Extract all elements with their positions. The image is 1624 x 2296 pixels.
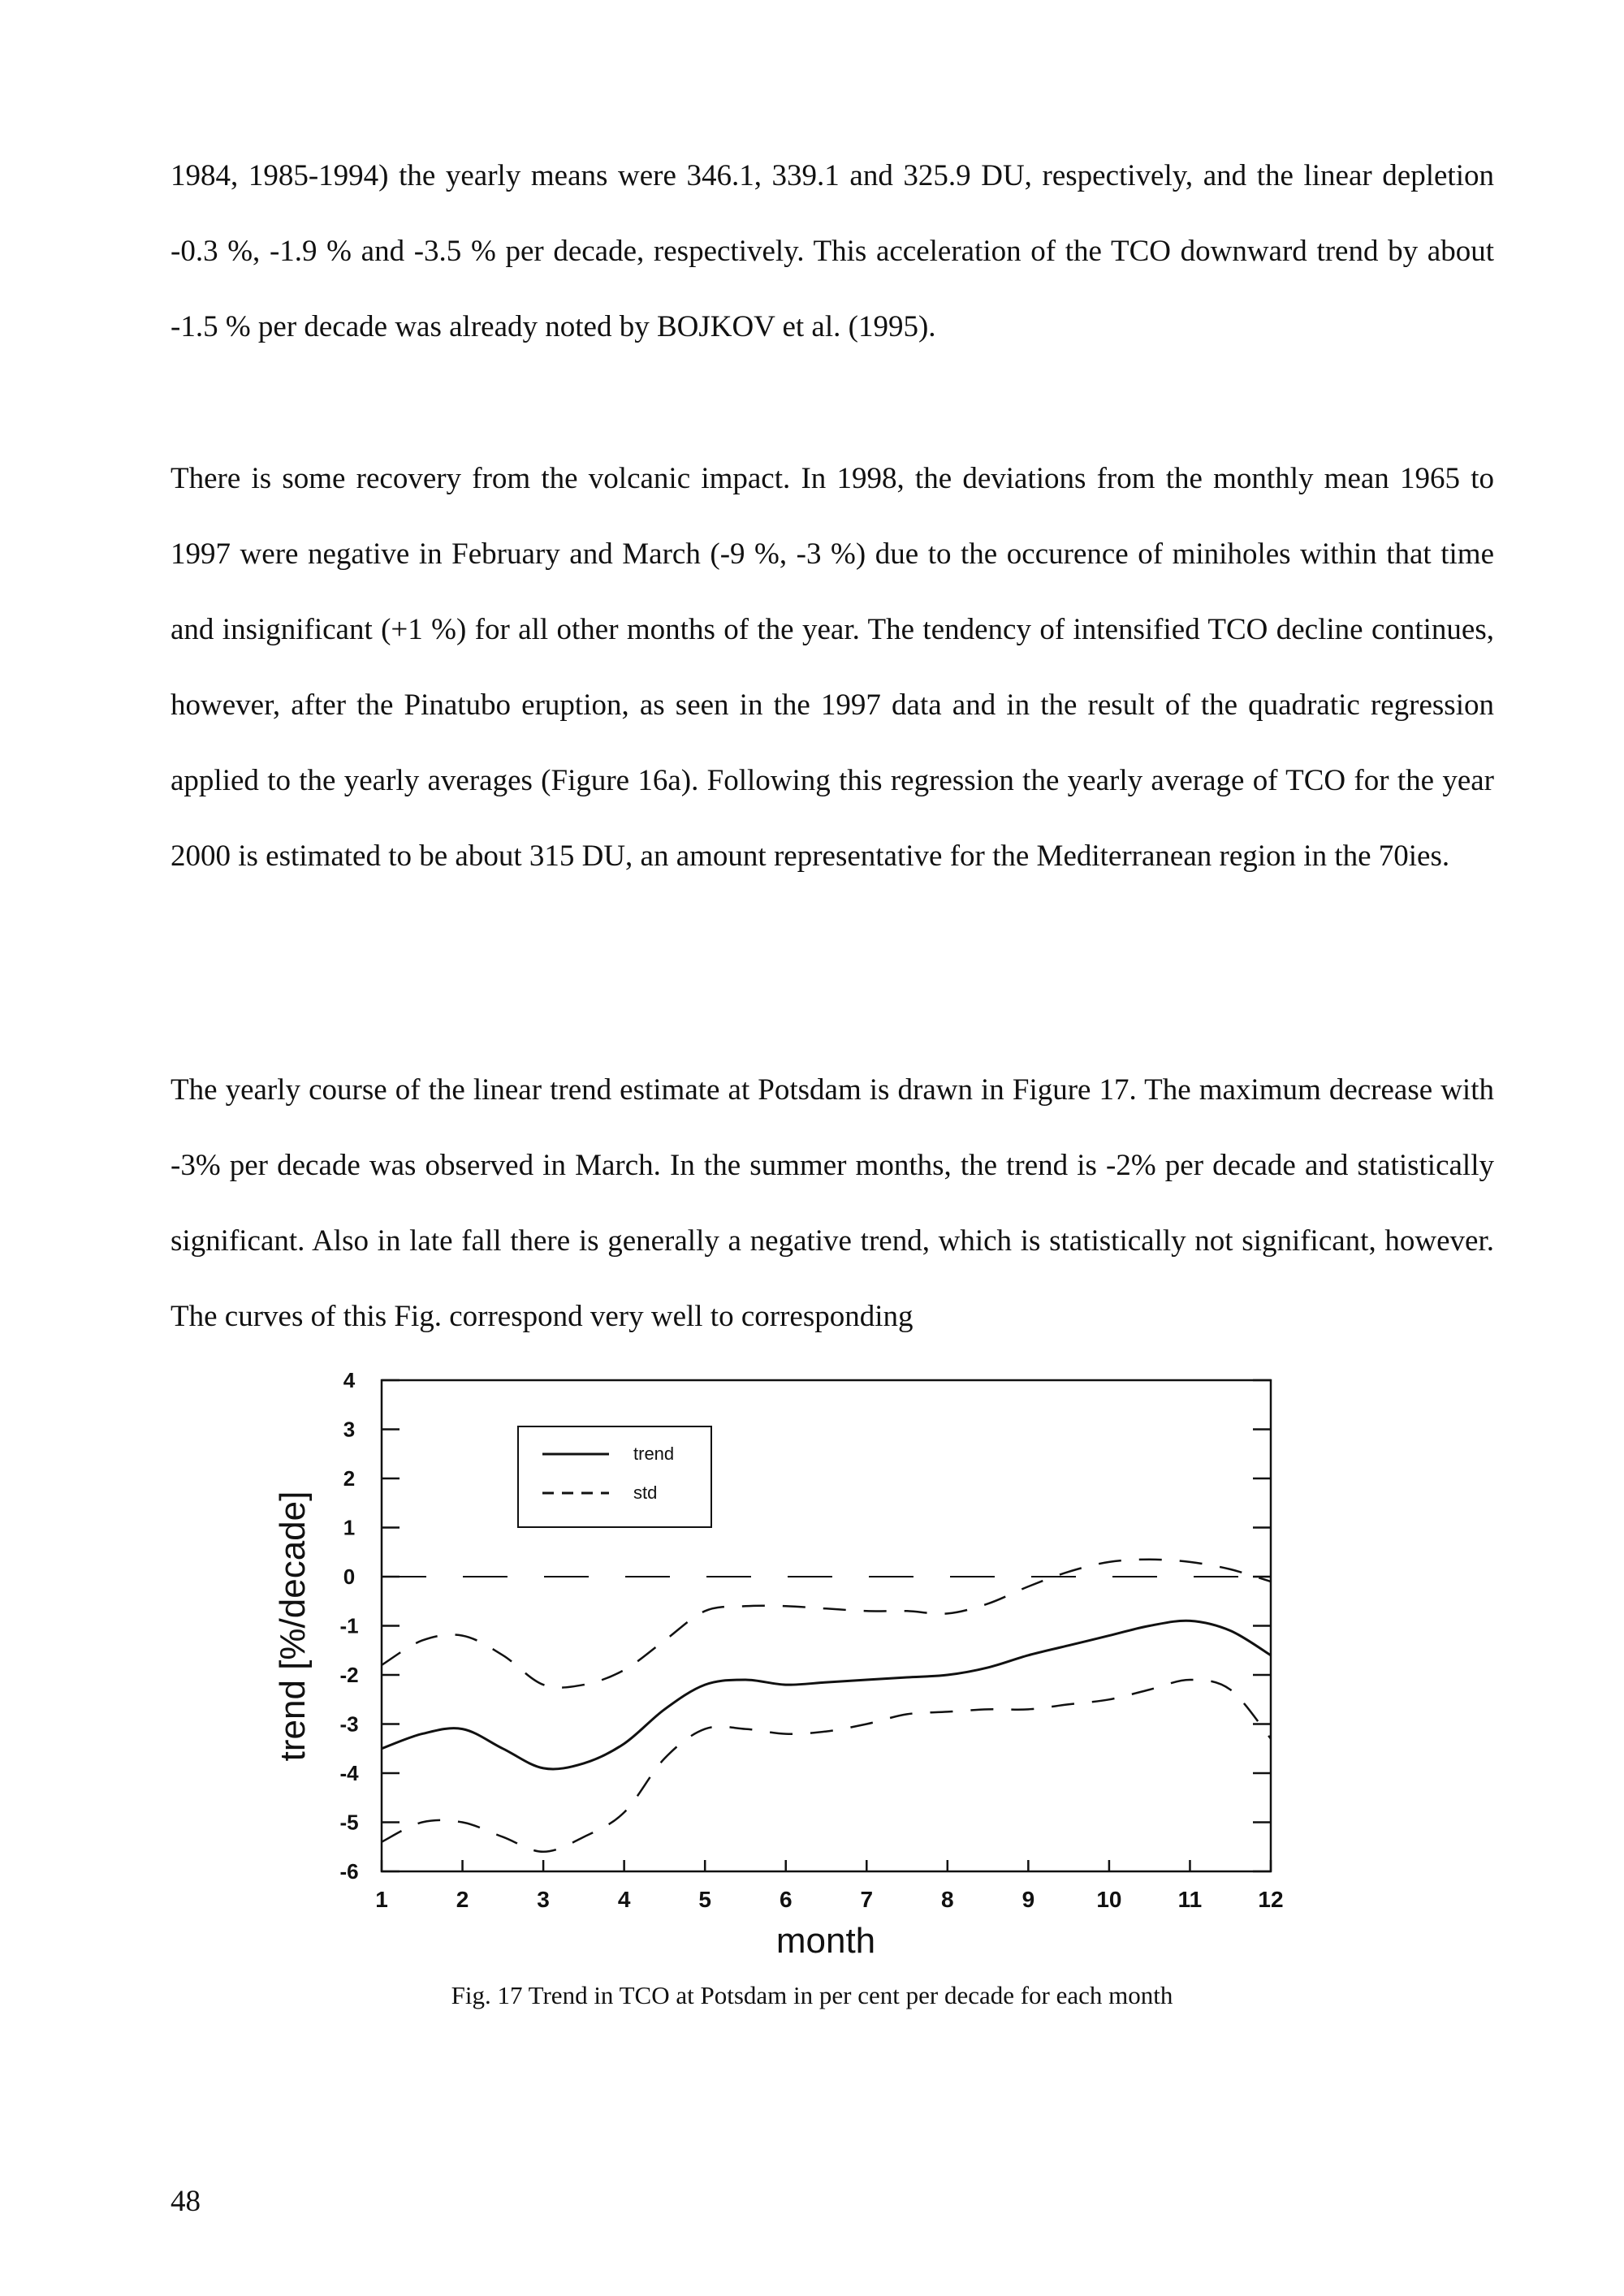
y-axis bbox=[339, 1368, 1271, 1884]
paragraph-3: The yearly course of the linear trend estimate at Potsdam is drawn in Figure 17. The maximum decrease with -3% per decade was observed in March. In the summer months, the trend is -2% per decade and statistically significant. Also in late fall there is generally a negative trend, which is statistically not significant, however. The curves of this Fig. correspond very well to corresponding bbox=[171, 1073, 1494, 1333]
y-tick-label: -5 bbox=[339, 1810, 359, 1835]
x-axis bbox=[375, 1860, 1283, 1912]
x-tick-label: 8 bbox=[941, 1887, 954, 1912]
paragraph-1: 1984, 1985-1994) the yearly means were 346.1, 339.1 and 325.9 DU, respectively, and the linear depletion -0.3 %, -1.9 % and -3.5 % per decade, respectively. This acceleration of the TCO downward trend by about -1.5 % per decade was already noted by BOJKOV et al. (1995). bbox=[171, 159, 1494, 343]
legend-trend-label: trend bbox=[633, 1444, 675, 1464]
x-tick-label: 9 bbox=[1021, 1887, 1035, 1912]
plot-frame bbox=[382, 1380, 1271, 1871]
figure-caption: Fig. 17 Trend in TCO at Potsdam in per cent per decade for each month bbox=[451, 1981, 1173, 2009]
y-tick-label: -1 bbox=[339, 1613, 359, 1638]
y-tick-label: -3 bbox=[339, 1711, 359, 1737]
x-tick-label: 5 bbox=[698, 1887, 711, 1912]
trend-chart bbox=[244, 1368, 1315, 1969]
x-tick-label: 12 bbox=[1258, 1887, 1284, 1912]
legend-box bbox=[518, 1426, 711, 1527]
std-lower-line bbox=[382, 1680, 1271, 1852]
y-tick-label: -2 bbox=[339, 1663, 359, 1687]
y-tick-label: 4 bbox=[343, 1368, 356, 1392]
y-tick-label: 2 bbox=[343, 1466, 356, 1491]
x-tick-label: 2 bbox=[456, 1887, 469, 1912]
x-tick-label: 7 bbox=[860, 1887, 874, 1912]
x-tick-label: 1 bbox=[375, 1887, 388, 1912]
legend bbox=[518, 1426, 711, 1527]
y-tick-label: 1 bbox=[343, 1515, 356, 1540]
x-tick-label: 10 bbox=[1096, 1887, 1122, 1912]
page-number: 48 bbox=[171, 2185, 201, 2218]
y-tick-label: 3 bbox=[343, 1417, 356, 1442]
std-upper-line bbox=[382, 1560, 1271, 1688]
x-tick-label: 11 bbox=[1177, 1887, 1203, 1912]
y-tick-label: -4 bbox=[339, 1761, 359, 1785]
y-tick-label: 0 bbox=[343, 1564, 356, 1589]
x-axis-label: month bbox=[775, 1921, 876, 1961]
x-tick-label: 4 bbox=[617, 1887, 631, 1912]
y-axis-label: trend [%/decade] bbox=[273, 1491, 313, 1762]
x-tick-label: 3 bbox=[537, 1887, 550, 1912]
paragraph-2: There is some recovery from the volcanic impact. In 1998, the deviations from the monthly mean 1965 to 1997 were negative in February and March (-9 %, -3 %) due to the occurence of miniholes within that time and insignificant (+1 %) for all other months of the year. The tendency of intensified TCO decline continues, however, after the Pinatubo eruption, as seen in the 1997 data and in the result of the quadratic regression applied to the yearly averages (Figure 16a). Following this regression the yearly average of TCO for the year 2000 is estimated to be about 315 DU, an amount representative for the Mediterranean region in the 70ies. bbox=[171, 462, 1494, 873]
legend-std-label: std bbox=[633, 1482, 658, 1503]
y-tick-label: -6 bbox=[339, 1859, 359, 1884]
x-tick-label: 6 bbox=[779, 1887, 793, 1912]
trend-line bbox=[382, 1621, 1271, 1769]
